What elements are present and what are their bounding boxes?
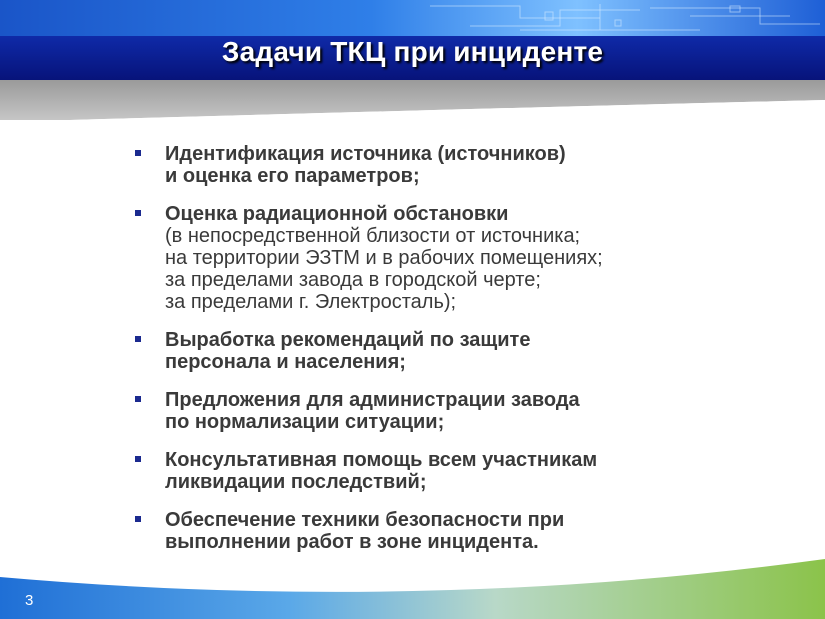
bullet-line: ликвидации последствий; <box>165 471 427 493</box>
bullet-line: Выработка рекомендаций по защите <box>165 329 531 351</box>
square-bullet-icon <box>135 210 141 216</box>
bullet-line: по нормализации ситуации; <box>165 411 445 433</box>
slide-title: Задачи ТКЦ при инциденте <box>221 36 604 67</box>
bullet-item <box>135 509 785 553</box>
bullet-item <box>135 389 785 433</box>
bullet-line: персонала и населения; <box>165 351 406 373</box>
bullet-item <box>135 449 785 493</box>
bullet-line: и оценка его параметров; <box>165 165 420 187</box>
bullet-item <box>135 329 785 373</box>
bullet-line: за пределами завода в городской черте; <box>165 269 541 291</box>
bullet-item <box>135 203 785 313</box>
bullet-item <box>135 143 785 187</box>
bullet-line: Обеспечение техники безопасности при <box>165 509 565 531</box>
square-bullet-icon <box>135 336 141 342</box>
square-bullet-icon <box>135 396 141 402</box>
bullet-line: за пределами г. Электросталь); <box>165 291 457 313</box>
square-bullet-icon <box>135 516 141 522</box>
bullet-line: (в непосредственной близости от источника; <box>165 225 581 247</box>
square-bullet-icon <box>135 150 141 156</box>
footer-wave-decoration <box>0 559 825 619</box>
square-bullet-icon <box>135 456 141 462</box>
bullet-line: Оценка радиационной обстановки <box>165 203 509 225</box>
bullet-line: на территории ЭЗТМ и в рабочих помещениях; <box>165 247 603 269</box>
bullet-line: Консультативная помощь всем участникам <box>165 449 598 471</box>
bullet-list <box>135 143 785 569</box>
bullet-line: Предложения для администрации завода <box>165 389 580 411</box>
page-number: 3 <box>25 592 34 609</box>
bullet-line: выполнении работ в зоне инцидента. <box>165 531 539 553</box>
bullet-line: Идентификация источника (источников) <box>165 143 566 165</box>
